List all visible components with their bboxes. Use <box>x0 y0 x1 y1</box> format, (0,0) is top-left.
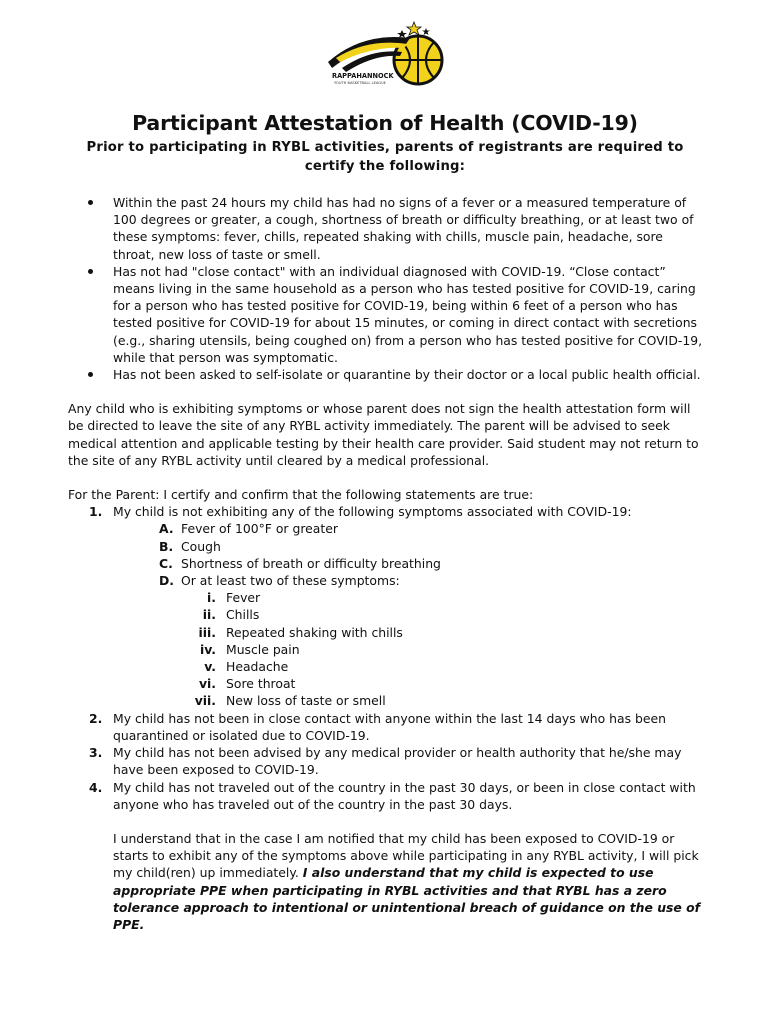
logo-subtext: YOUTH BASKETBALL LEAGUE <box>334 81 386 85</box>
bullet-icon <box>88 200 93 205</box>
rybl-logo <box>322 18 448 94</box>
parent-intro: For the Parent: I certify and confirm that the following statements are true: <box>68 487 534 503</box>
symptom-item: C. Shortness of breath or difficulty breathing <box>159 555 441 571</box>
statement-item: 1. My child is not exhibiting any of the following symptoms associated with COVID-19: <box>89 504 632 520</box>
sub-symptom-item: vi. Sore throat <box>198 676 296 692</box>
symptom-item: D. Or at least two of these symptoms: <box>159 573 400 589</box>
page-subtitle: Prior to participating in RYBL activities, parents of registrants are required to certify the following: <box>86 140 684 174</box>
sub-symptom-item: i. Fever <box>207 590 261 606</box>
statement-item: 3. My child has not been advised by any medical provider or health authority that he/she may have been exposed to COVID-19. <box>89 745 682 778</box>
document-body <box>68 194 708 933</box>
certification-bullets <box>68 194 708 383</box>
understanding-text: I understand that in the case I am notified that my child has been exposed to COVID-19 or starts to exhibit any of the symptoms above while participating in any RYBL activity, I will pick my child(ren) up immediately. <box>113 830 699 881</box>
sub-symptom-item: v. Headache <box>204 659 289 675</box>
bullet-icon <box>88 269 93 274</box>
bullet-icon <box>88 372 93 377</box>
logo-text: RAPPAHANNOCK <box>332 72 394 80</box>
sub-symptom-item: vii. New loss of taste or smell <box>194 693 386 709</box>
list-item: Has not been asked to self-isolate or quarantine by their doctor or a local public health official. <box>68 366 708 383</box>
sub-symptom-item: iv. Muscle pain <box>199 641 300 657</box>
ppe-emphasis-text: I also understand that my child is expected to use appropriate PPE when participating in RYBL activities and that RYBL has a zero tolerance approach to intentional or unintentional breach of guidance on the use of PPE. <box>113 865 701 932</box>
statement-item: 4. My child has not traveled out of the country in the past 30 days, or been in close contact with anyone who has traveled out of the country in the past 30 days. <box>89 779 696 812</box>
symptom-item: B. Cough <box>159 538 221 554</box>
list-item: Has not had "close contact" with an individual diagnosed with COVID-19. “Close contact” means living in the same household as a person who has tested positive for COVID-19, caring for a person who has tested positive for COVID-19, being within 6 feet of a person who has tested positive for COVID-19 for about 15 minutes, or coming in direct contact with secretions (e.g., sharing utensils, being coughed on) from a person who has tested positive for COVID-19, while that person was symptomatic. <box>68 263 708 366</box>
statement-item: 2. My child has not been in close contact with anyone within the last 14 days who has been quarantined or isolated due to COVID-19. <box>89 710 666 743</box>
symptom-item: A. Fever of 100°F or greater <box>159 521 338 537</box>
sub-symptom-item: ii. Chills <box>202 607 260 623</box>
page-title: Participant Attestation of Health (COVID-19) <box>132 111 638 135</box>
sub-symptom-item: iii. Repeated shaking with chills <box>198 624 403 640</box>
child-symptoms-paragraph: Any child who is exhibiting symptoms or whose parent does not sign the health attestation form will be directed to leave the site of any RYBL activity immediately. The parent will be advised to seek medical attention and applicable testing by their health care provider. Said student may not return to the site of any RYBL activity until cleared by a medical professional. <box>68 401 699 468</box>
understanding-paragraph <box>68 830 708 933</box>
list-item: Within the past 24 hours my child has had no signs of a fever or a measured temperature of 100 degrees or greater, a cough, shortness of breath or difficulty breathing, or at least two of these symptoms: fever, chills, repeated shaking with chills, muscle pain, headache, sore throat, new loss of taste or smell. <box>68 194 708 263</box>
